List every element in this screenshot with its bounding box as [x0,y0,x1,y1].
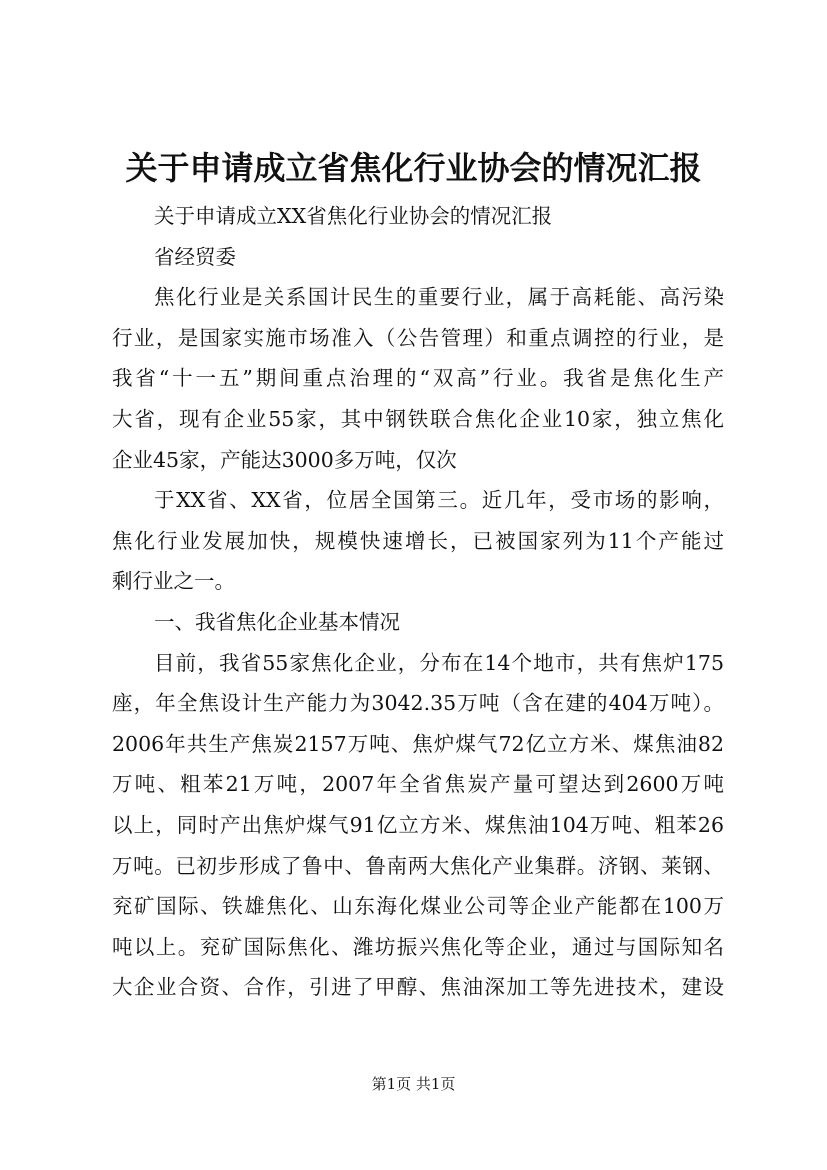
body-line: 于XX省、XX省，位居全国第三。近几年，受市场的影响， [154,488,724,513]
body-line: 目前，我省55家焦化企业，分布在14个地市，共有焦炉175 [154,650,724,675]
document-title: 关于申请成立省焦化行业协会的情况汇报 [125,149,702,187]
body-line: 关于申请成立XX省焦化行业协会的情况汇报 [154,204,553,228]
body-line: 2006年共生产焦炭2157万吨、焦炉煤气72亿立方米、煤焦油82 [112,731,724,756]
body-line: 以上，同时产出焦炉煤气91亿立方米、煤焦油104万吨、粗苯26 [112,812,724,837]
body-line: 大企业合资、合作，引进了甲醇、焦油深加工等先进技术，建设 [112,975,724,1000]
body-line: 一、我省焦化企业基本情况 [154,609,400,634]
body-line: 万吨。已初步形成了鲁中、鲁南两大焦化产业集群。济钢、莱钢、 [112,853,724,878]
body-line: 剩行业之一。 [112,569,235,594]
body-line: 我省“十一五”期间重点治理的“双高”行业。我省是焦化生产 [112,366,724,391]
body-line: 焦化行业是关系国计民生的重要行业，属于高耗能、高污染 [154,285,724,310]
body-line: 座，年全焦设计生产能力为3042.35万吨（含在建的404万吨）。 [112,691,724,716]
body-line: 大省，现有企业55家，其中钢铁联合焦化企业10家，独立焦化 [112,406,724,431]
body-line: 焦化行业发展加快，规模快速增长，已被国家列为11个产能过 [112,528,724,553]
body-line: 兖矿国际、铁雄焦化、山东海化煤业公司等企业产能都在100万 [112,894,724,919]
body-line: 行业，是国家实施市场准入（公告管理）和重点调控的行业，是 [112,325,724,350]
body-line: 万吨、粗苯21万吨，2007年全省焦炭产量可望达到2600万吨 [112,772,724,797]
page-footer: 第1页 共1页 [371,1075,456,1093]
body-line: 企业45家，产能达3000多万吨，仅次 [112,447,457,472]
document-body [112,196,724,1008]
body-line: 省经贸委 [154,244,236,269]
body-line: 吨以上。兖矿国际焦化、潍坊振兴焦化等企业，通过与国际知名 [112,934,724,959]
